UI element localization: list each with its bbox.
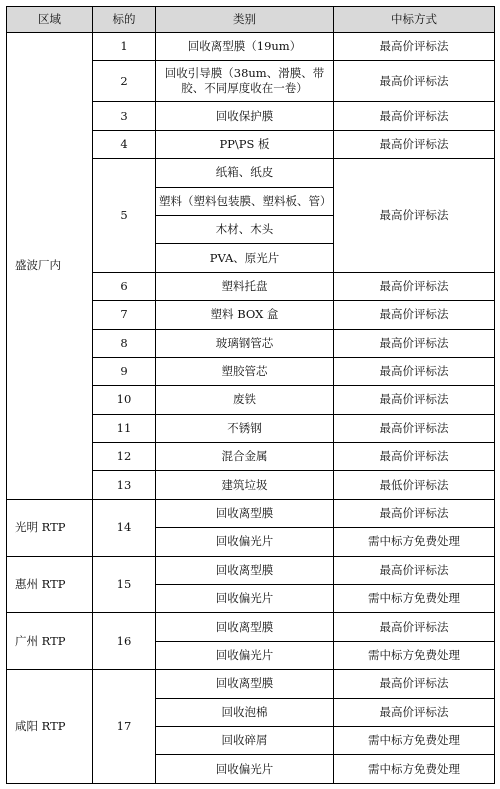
lot-number: 5 xyxy=(93,159,156,273)
lot-number: 8 xyxy=(93,329,156,357)
bid-method-cell: 最高价评标法 xyxy=(334,130,495,158)
category-cell: 回收偏光片 xyxy=(156,641,334,669)
category-cell: 纸箱、纸皮 xyxy=(156,159,334,187)
table-row xyxy=(7,613,495,641)
header-region: 区域 xyxy=(7,7,93,33)
lot-number: 3 xyxy=(93,102,156,130)
bid-method-cell: 最高价评标法 xyxy=(334,499,495,527)
bid-method-cell: 最高价评标法 xyxy=(334,357,495,385)
bid-method-cell: 最低价评标法 xyxy=(334,471,495,499)
bid-method-cell: 需中标方免费处理 xyxy=(334,641,495,669)
category-cell: 回收离型膜 xyxy=(156,556,334,584)
category-cell: 回收离型膜 xyxy=(156,613,334,641)
region-cell: 惠州 RTP xyxy=(7,556,93,613)
bid-method-cell: 需中标方免费处理 xyxy=(334,755,495,783)
category-cell: 回收偏光片 xyxy=(156,585,334,613)
category-cell: 回收保护膜 xyxy=(156,102,334,130)
bid-method-cell: 最高价评标法 xyxy=(334,102,495,130)
bid-method-cell: 最高价评标法 xyxy=(334,61,495,102)
lot-number: 7 xyxy=(93,301,156,329)
table-row xyxy=(7,33,495,61)
bid-method-cell: 最高价评标法 xyxy=(334,301,495,329)
category-cell: 回收离型膜 xyxy=(156,670,334,698)
table-row xyxy=(7,670,495,698)
lot-number: 6 xyxy=(93,272,156,300)
region-cell: 光明 RTP xyxy=(7,499,93,556)
bid-method-cell: 最高价评标法 xyxy=(334,556,495,584)
category-cell: 回收离型膜 xyxy=(156,499,334,527)
bid-method-cell: 最高价评标法 xyxy=(334,613,495,641)
category-cell: 回收离型膜（19um） xyxy=(156,33,334,61)
lot-number: 14 xyxy=(93,499,156,556)
category-cell: 塑料托盘 xyxy=(156,272,334,300)
bid-method-cell: 最高价评标法 xyxy=(334,33,495,61)
bid-method-cell: 最高价评标法 xyxy=(334,698,495,726)
lot-number: 16 xyxy=(93,613,156,670)
lot-number: 4 xyxy=(93,130,156,158)
lot-number: 15 xyxy=(93,556,156,613)
bid-method-cell: 最高价评标法 xyxy=(334,329,495,357)
table-row xyxy=(7,499,495,527)
category-cell: 回收碎屑 xyxy=(156,726,334,754)
category-cell: PP\PS 板 xyxy=(156,130,334,158)
lot-number: 10 xyxy=(93,386,156,414)
lot-number: 2 xyxy=(93,61,156,102)
lot-number: 17 xyxy=(93,670,156,784)
bid-method-cell: 最高价评标法 xyxy=(334,670,495,698)
bid-method-cell: 需中标方免费处理 xyxy=(334,585,495,613)
bid-method-cell: 需中标方免费处理 xyxy=(334,528,495,556)
category-cell: 塑料 BOX 盒 xyxy=(156,301,334,329)
category-cell: 不锈钢 xyxy=(156,414,334,442)
category-cell: 回收偏光片 xyxy=(156,528,334,556)
bid-method-cell: 需中标方免费处理 xyxy=(334,726,495,754)
category-cell: 回收偏光片 xyxy=(156,755,334,783)
bid-table xyxy=(6,6,495,784)
category-cell: 废铁 xyxy=(156,386,334,414)
lot-number: 13 xyxy=(93,471,156,499)
lot-number: 1 xyxy=(93,33,156,61)
bid-method-cell: 最高价评标法 xyxy=(334,386,495,414)
lot-number: 11 xyxy=(93,414,156,442)
category-cell: 回收引导膜（38um、滑膜、带胶、不同厚度收在一卷） xyxy=(156,61,334,102)
lot-number: 9 xyxy=(93,357,156,385)
category-cell: 混合金属 xyxy=(156,443,334,471)
lot-number: 12 xyxy=(93,443,156,471)
header-lot: 标的 xyxy=(93,7,156,33)
category-cell: PVA、原光片 xyxy=(156,244,334,272)
category-cell: 玻璃钢管芯 xyxy=(156,329,334,357)
table-header-row xyxy=(7,7,495,33)
bid-method-cell: 最高价评标法 xyxy=(334,443,495,471)
header-bid-method: 中标方式 xyxy=(334,7,495,33)
header-category: 类别 xyxy=(156,7,334,33)
bid-method-cell: 最高价评标法 xyxy=(334,414,495,442)
region-cell: 咸阳 RTP xyxy=(7,670,93,784)
category-cell: 木材、木头 xyxy=(156,215,334,243)
category-cell: 建筑垃圾 xyxy=(156,471,334,499)
bid-method-cell: 最高价评标法 xyxy=(334,272,495,300)
bid-method-cell: 最高价评标法 xyxy=(334,159,495,273)
category-cell: 塑料（塑料包装膜、塑料板、管） xyxy=(156,187,334,215)
category-cell: 回收泡棉 xyxy=(156,698,334,726)
region-cell: 广州 RTP xyxy=(7,613,93,670)
region-cell: 盛波厂内 xyxy=(7,33,93,500)
category-cell: 塑胶管芯 xyxy=(156,357,334,385)
table-row xyxy=(7,556,495,584)
